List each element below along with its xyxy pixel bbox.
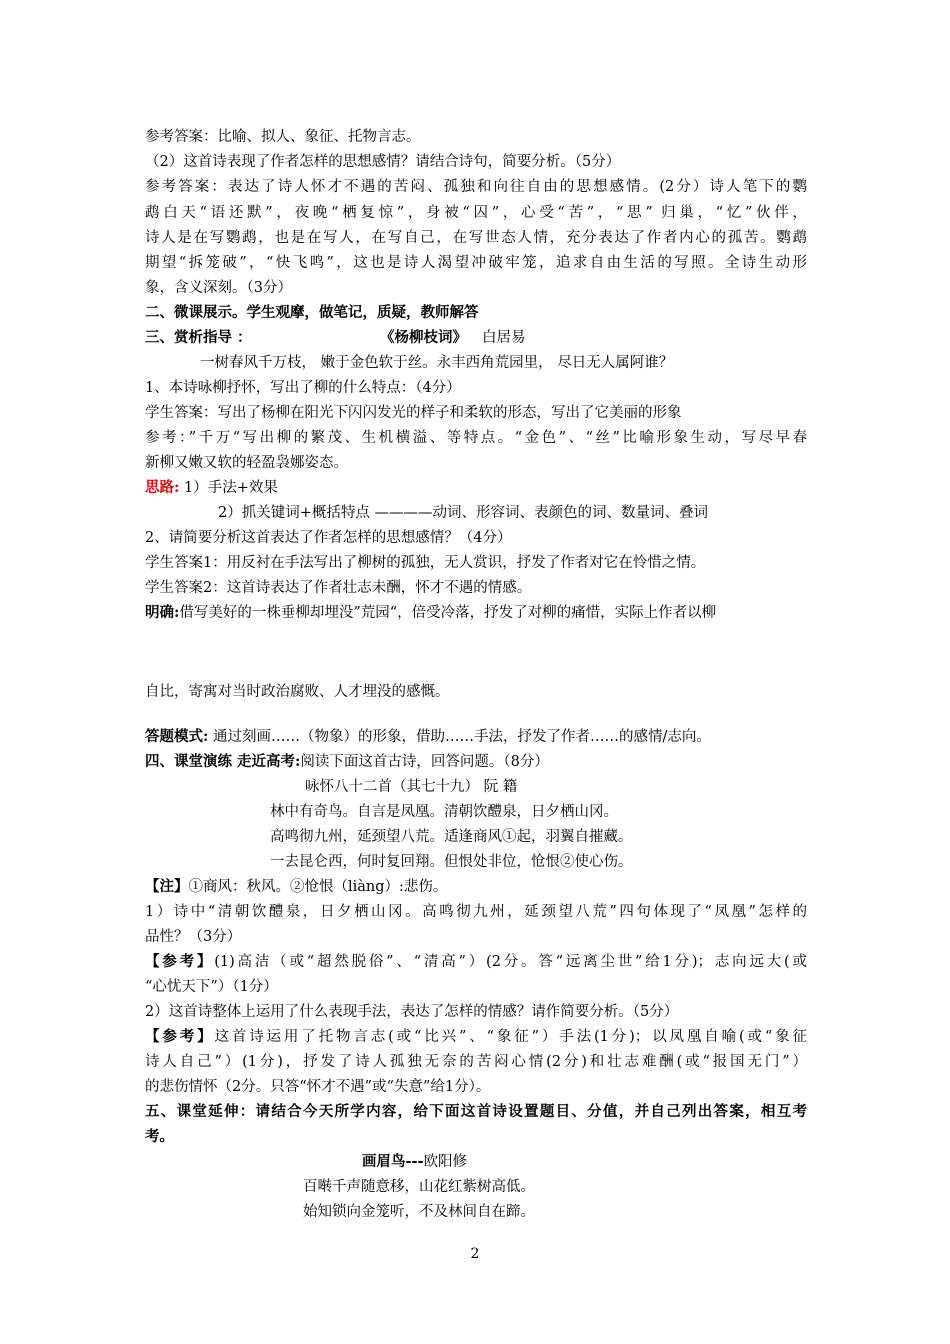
- answer-mode-label: 答题模式:: [145, 728, 209, 745]
- reference-text: (1)高洁（或“超然脱俗”、“清高”）(2分。答“远离尘世”给1分)；志向远大(或: [214, 954, 808, 970]
- hint-line: [145, 478, 278, 498]
- answer-line: 学生答案2：这首诗表达了作者壮志未酬，怀才不遇的情感。: [145, 580, 532, 596]
- question-line: 品性？（3分）: [145, 929, 242, 945]
- poem-line: 百啭千声随意移，山花红紫树高低。: [303, 1179, 535, 1195]
- question-line: 1、本诗咏柳抒怀，写出了柳的什么特点：（4分）: [145, 380, 461, 396]
- reference-line: “心忧天下”）（1分）: [145, 979, 278, 995]
- poem-line: 一去昆仑西，何时复回翔。但恨处非位，怆恨②使心伤。: [270, 854, 633, 870]
- question-line: 1）诗中“清朝饮醴泉，日夕栖山冈。高鸣彻九州，延颈望八荒”四句体现了“凤凰”怎样的: [145, 904, 807, 920]
- note-line: [145, 877, 447, 897]
- section-heading: 考。: [145, 1128, 174, 1145]
- answer-line: 学生答案1：用反衬在手法写出了柳树的孤独，无人赏识，抒发了作者对它在怜惜之情。: [145, 555, 706, 571]
- reference-line: 诗人自己”）(1分)，抒发了诗人孤独无奈的苦闷心情(2分)和壮志难酬(或“报国无门”）: [145, 1054, 807, 1070]
- answer-mode-text: 通过刻画……（物象）的形象，借助……手法，抒发了作者……的感情/志向。: [208, 729, 711, 745]
- question-line: （2）这首诗表现了作者怎样的思想感情？请结合诗句，简要分析。（5分）: [145, 154, 621, 170]
- page-number: 2: [470, 1246, 480, 1262]
- poem-author: 白居易: [482, 330, 526, 346]
- clarify-line: 自比，寄寓对当时政治腐败、人才埋没的感慨。: [145, 684, 450, 700]
- section-heading: 二、微课展示。学生观摩，做笔记，质疑，教师解答: [145, 304, 479, 321]
- clarify-label: 明确:: [145, 604, 180, 621]
- poem-title: [362, 1152, 467, 1172]
- answer-line: 诗人是在写鹦鹉，也是在写人，在写自己，在写世态人情，充分表达了作者内心的孤苦。鹦鹉: [145, 230, 807, 246]
- answer-line: 参考答案：表达了诗人怀才不遇的苦闷、孤独和向往自由的思想感情。(2分）诗人笔下的鹦: [145, 179, 807, 195]
- reference-line: 的悲伤情怀（2分。只答“怀才不遇”或“失意”给1分）。: [145, 1079, 491, 1095]
- hint-label: 思路:: [145, 479, 180, 496]
- clarify-line: [145, 603, 716, 623]
- answer-mode-line: [145, 727, 711, 747]
- poem-title: 《杨柳枝词》: [380, 329, 467, 346]
- section-heading: 五、课堂延伸：请结合今天所学内容，给下面这首诗设置题目、分值，并自己列出答案，相互考: [145, 1103, 807, 1120]
- answer-line: 参考答案：比喻、拟人、象征、托物言志。: [145, 129, 421, 145]
- question-line: 2、请简要分析这首表达了作者怎样的思想感情？（4分）: [145, 530, 512, 546]
- poem-title-text: 画眉鸟---: [362, 1153, 424, 1170]
- poem-line: 林中有奇鸟。自言是凤凰。清朝饮醴泉，日夕栖山冈。: [270, 804, 618, 820]
- hint-line: 2）抓关键词+概括特点 ————动词、形容词、表颜色的词、数量词、叠词: [218, 505, 708, 521]
- reference-label: 【参考】: [145, 1028, 215, 1045]
- answer-line: 鹉白天“语还默”，夜晚“栖复惊”，身被“囚”，心受“苦”，“思” 归巢，“忆”伙伴，: [145, 205, 807, 221]
- question-line: 2）这首诗整体上运用了什么表现手法，表达了怎样的情感？请作简要分析。（5分）: [145, 1004, 679, 1020]
- note-label: 【注】: [145, 878, 189, 895]
- note-text: ①商风：秋风。②怆恨（liàng）:悲伤。: [188, 879, 448, 895]
- poem-author: 欧阳修: [423, 1154, 468, 1170]
- poem-line: 始知锁向金笼听，不及林间自在蹄。: [303, 1204, 535, 1220]
- section-label: 三、赏析指导 ：: [145, 329, 252, 346]
- poem-line: 高鸣彻九州，延颈望八荒。适逢商风①起，羽翼自摧藏。: [270, 829, 633, 845]
- section-text: 阅读下面这首古诗，回答问题。（8分）: [300, 754, 549, 770]
- reference-line: [145, 1027, 807, 1047]
- answer-line: 期望“拆笼破”，“快飞鸣”，这也是诗人渴望冲破牢笼，追求自由生活的写照。全诗生动形: [145, 255, 807, 271]
- reference-label: 【参考】: [145, 953, 215, 970]
- section-heading: [145, 328, 526, 348]
- section-label: 四、课堂演练 走近高考:: [145, 753, 301, 770]
- reference-text: 这首诗运用了托物言志(或“比兴”、“象征”）手法(1分)；以凤凰自喻(或“象征: [214, 1029, 808, 1045]
- hint-text: 1）手法+效果: [183, 480, 278, 496]
- answer-line: 学生答案：写出了杨柳在阳光下闪闪发光的样子和柔软的形态，写出了它美丽的形象: [145, 405, 682, 421]
- reference-line: [145, 952, 807, 972]
- poem-title: 咏怀八十二首（其七十九） 阮 籍: [305, 779, 518, 795]
- answer-line: 参考：”千万“写出柳的繁茂、生机横溢、等特点。“金色”、“丝”比喻形象生动，写尽早春: [145, 430, 807, 446]
- clarify-text: 借写美好的一株垂柳却埋没”荒园“，倍受冷落，抒发了对柳的痛惜，实际上作者以柳: [179, 605, 717, 621]
- answer-line: 象，含义深刻。（3分）: [145, 280, 292, 296]
- section-heading: [145, 752, 549, 772]
- answer-line: 新柳又嫩又软的轻盈袅娜姿态。: [145, 455, 348, 471]
- poem-line: 一树春风千万枝， 嫩于金色软于丝。永丰西角荒园里， 尽日无人属阿谁？: [200, 355, 674, 371]
